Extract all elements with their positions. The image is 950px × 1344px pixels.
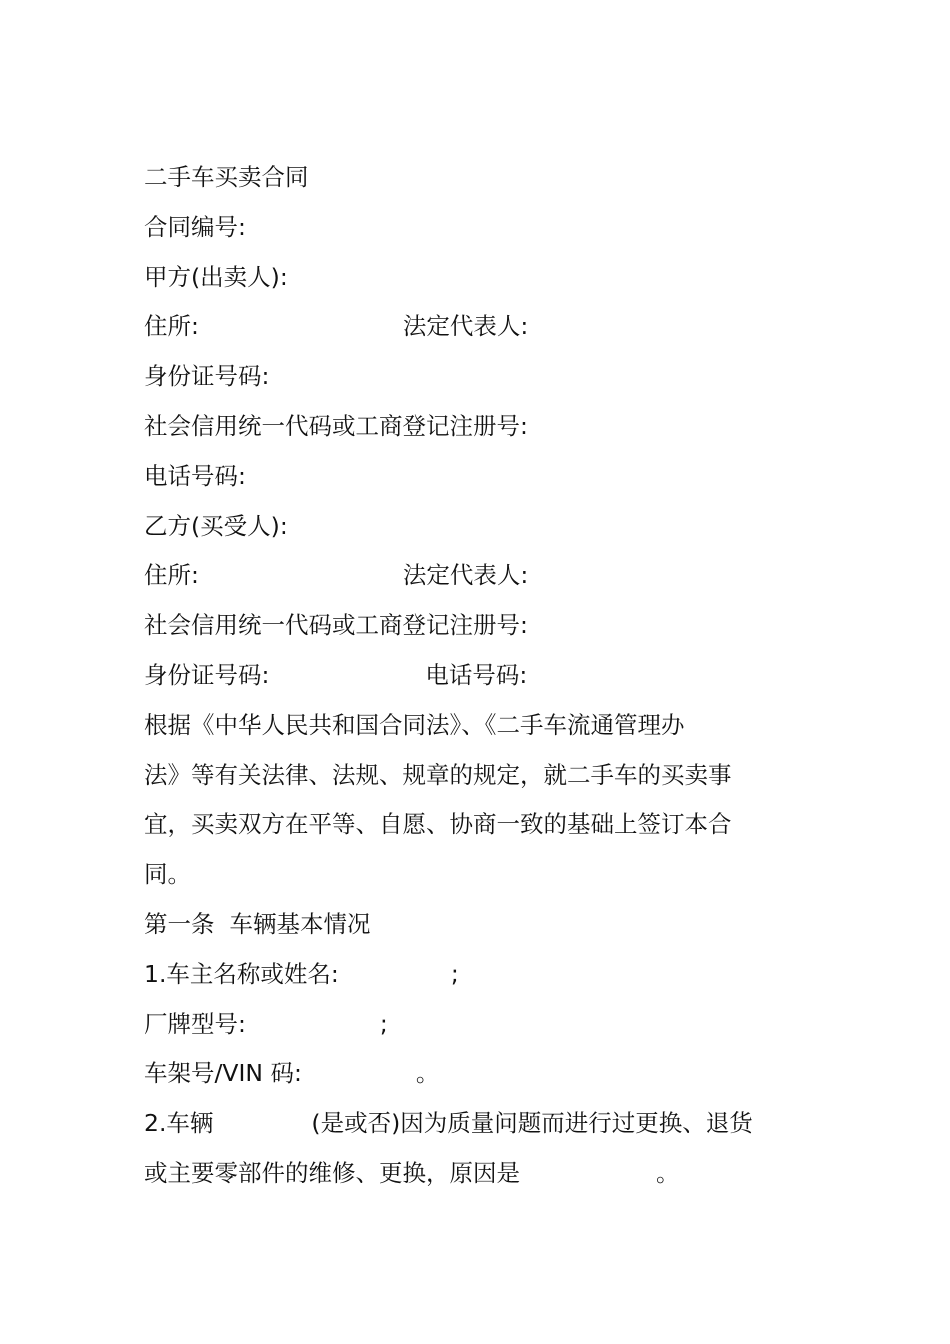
item-2-line-2 — [144, 1149, 824, 1199]
vin-end: 。 — [415, 1059, 440, 1088]
party-b-phone-label: 电话号码: — [425, 660, 528, 689]
party-b-id-label: 身份证号码: — [144, 660, 270, 689]
preamble-line-4: 同。 — [144, 860, 191, 889]
item-2-line-1 — [144, 1099, 824, 1149]
brand-model-label: 厂牌型号: — [144, 1009, 246, 1038]
party-a-address-row — [144, 302, 824, 352]
party-b-address-row — [144, 551, 824, 601]
vin-label: 车架号/VIN 码: — [144, 1059, 302, 1088]
article-1-heading: 第一条 车辆基本情况 — [144, 909, 371, 938]
party-b-id-phone-row — [144, 651, 824, 701]
party-a-credit-code-label: 社会信用统一代码或工商登记注册号: — [144, 411, 528, 440]
owner-name-row — [144, 950, 824, 1000]
party-b-address-label: 住所: — [144, 561, 199, 590]
preamble-line-3: 宜，买卖双方在平等、自愿、协商一致的基础上签订本合 — [144, 810, 732, 839]
contract-body — [144, 153, 824, 1199]
vin-row — [144, 1049, 824, 1099]
party-a-heading: 甲方(出卖人): — [144, 262, 288, 291]
party-b-credit-code-label: 社会信用统一代码或工商登记注册号: — [144, 611, 528, 640]
brand-model-row — [144, 1000, 824, 1050]
contract-number-label: 合同编号: — [144, 212, 246, 241]
party-b-heading: 乙方(买受人): — [144, 511, 288, 540]
owner-name-label: 1.车主名称或姓名: — [144, 959, 339, 988]
item-2-reason-label: 或主要零部件的维修、更换，原因是 — [144, 1158, 520, 1187]
party-a-address-label: 住所: — [144, 312, 199, 341]
party-a-legal-rep-label: 法定代表人: — [402, 312, 529, 341]
party-a-id-label: 身份证号码: — [144, 362, 270, 391]
party-b-legal-rep-label: 法定代表人: — [402, 561, 529, 590]
document-title: 二手车买卖合同 — [144, 163, 309, 191]
item-2-text: (是或否)因为质量问题而进行过更换、退货 — [311, 1109, 753, 1138]
owner-name-end: ; — [450, 959, 459, 988]
brand-model-end: ; — [379, 1009, 388, 1038]
preamble-line-2: 法》等有关法律、法规、规章的规定，就二手车的买卖事 — [144, 760, 732, 789]
item-2-prefix: 2.车辆 — [144, 1109, 214, 1138]
preamble-line-1: 根据《中华人民共和国合同法》、《二手车流通管理办 — [144, 710, 685, 739]
party-a-phone-label: 电话号码: — [144, 461, 246, 490]
item-2-end: 。 — [656, 1158, 680, 1187]
